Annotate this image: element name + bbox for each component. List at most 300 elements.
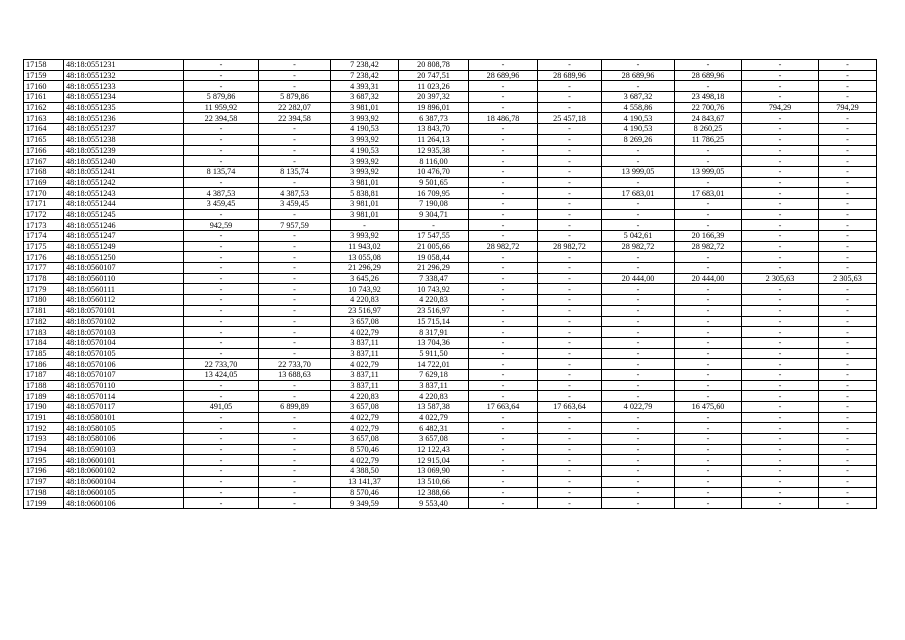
- value-cell: -: [742, 402, 819, 413]
- value-cell: -: [819, 359, 877, 370]
- cadastral-number-cell: 48:18:0551238: [64, 134, 184, 145]
- cadastral-number-cell: 48:18:0570103: [64, 327, 184, 338]
- value-cell: 12 935,38: [399, 145, 469, 156]
- cadastral-number-cell: 48:18:0590103: [64, 444, 184, 455]
- row-number-cell: 17160: [24, 81, 64, 92]
- value-cell: 9 304,71: [399, 209, 469, 220]
- row-number-cell: 17179: [24, 284, 64, 295]
- value-cell: -: [469, 498, 538, 509]
- value-cell: -: [742, 263, 819, 274]
- value-cell: -: [819, 231, 877, 242]
- value-cell: -: [742, 156, 819, 167]
- value-cell: 3 993,92: [331, 134, 399, 145]
- value-cell: -: [538, 209, 602, 220]
- value-cell: 14 722,01: [399, 359, 469, 370]
- value-cell: -: [259, 466, 331, 477]
- cadastral-number-cell: 48:18:0551235: [64, 102, 184, 113]
- value-cell: -: [184, 412, 259, 423]
- value-cell: -: [602, 412, 675, 423]
- value-cell: -: [259, 284, 331, 295]
- row-number-cell: 17181: [24, 305, 64, 316]
- value-cell: 3 981,01: [331, 209, 399, 220]
- value-cell: -: [819, 177, 877, 188]
- value-cell: -: [538, 359, 602, 370]
- value-cell: -: [742, 284, 819, 295]
- value-cell: 5 911,50: [399, 348, 469, 359]
- value-cell: 3 657,08: [399, 434, 469, 445]
- value-cell: -: [469, 444, 538, 455]
- cadastral-number-cell: 48:18:0551249: [64, 241, 184, 252]
- value-cell: -: [742, 337, 819, 348]
- value-cell: 28 689,96: [602, 70, 675, 81]
- value-cell: -: [538, 327, 602, 338]
- cadastral-number-cell: 48:18:0551247: [64, 231, 184, 242]
- value-cell: -: [602, 177, 675, 188]
- value-cell: -: [602, 359, 675, 370]
- value-cell: 11 786,25: [675, 134, 742, 145]
- value-cell: -: [819, 476, 877, 487]
- value-cell: 28 982,72: [469, 241, 538, 252]
- row-number-cell: 17173: [24, 220, 64, 231]
- value-cell: 4 022,79: [331, 423, 399, 434]
- value-cell: -: [602, 145, 675, 156]
- value-cell: -: [819, 305, 877, 316]
- value-cell: -: [184, 273, 259, 284]
- value-cell: -: [819, 220, 877, 231]
- value-cell: -: [469, 337, 538, 348]
- table-row: [24, 455, 877, 466]
- value-cell: -: [184, 487, 259, 498]
- value-cell: -: [675, 327, 742, 338]
- value-cell: 28 689,96: [675, 70, 742, 81]
- table-row: [24, 60, 877, 71]
- value-cell: -: [819, 327, 877, 338]
- value-cell: 8 260,25: [675, 124, 742, 135]
- value-cell: -: [469, 455, 538, 466]
- value-cell: -: [675, 198, 742, 209]
- value-cell: 5 879,86: [259, 92, 331, 103]
- table-row: [24, 92, 877, 103]
- value-cell: -: [742, 380, 819, 391]
- value-cell: -: [675, 391, 742, 402]
- value-cell: 2 305,63: [742, 273, 819, 284]
- value-cell: -: [602, 380, 675, 391]
- value-cell: -: [538, 252, 602, 263]
- value-cell: -: [675, 487, 742, 498]
- value-cell: -: [469, 81, 538, 92]
- value-cell: -: [469, 380, 538, 391]
- value-cell: -: [602, 220, 675, 231]
- value-cell: -: [742, 92, 819, 103]
- value-cell: 21 296,29: [399, 263, 469, 274]
- value-cell: 5 042,61: [602, 231, 675, 242]
- value-cell: 3 687,32: [331, 92, 399, 103]
- value-cell: -: [742, 209, 819, 220]
- value-cell: -: [675, 337, 742, 348]
- value-cell: 4 558,86: [602, 102, 675, 113]
- value-cell: 12 122,43: [399, 444, 469, 455]
- value-cell: -: [184, 81, 259, 92]
- value-cell: 17 683,01: [675, 188, 742, 199]
- table-row: [24, 209, 877, 220]
- value-cell: -: [675, 423, 742, 434]
- value-cell: -: [819, 166, 877, 177]
- cadastral-number-cell: 48:18:0551234: [64, 92, 184, 103]
- value-cell: -: [259, 423, 331, 434]
- value-cell: -: [675, 295, 742, 306]
- value-cell: -: [469, 102, 538, 113]
- value-cell: 20 166,39: [675, 231, 742, 242]
- value-cell: 13 141,37: [331, 476, 399, 487]
- table-row: [24, 348, 877, 359]
- value-cell: -: [259, 412, 331, 423]
- value-cell: 5 879,86: [184, 92, 259, 103]
- value-cell: 23 498,18: [675, 92, 742, 103]
- value-cell: -: [538, 423, 602, 434]
- value-cell: -: [469, 156, 538, 167]
- cadastral-number-cell: 48:18:0570102: [64, 316, 184, 327]
- value-cell: -: [819, 198, 877, 209]
- value-cell: -: [184, 337, 259, 348]
- table-row: [24, 263, 877, 274]
- cadastral-value-table: [23, 59, 877, 509]
- table-row: [24, 498, 877, 509]
- value-cell: 10 476,70: [399, 166, 469, 177]
- value-cell: -: [602, 284, 675, 295]
- row-number-cell: 17185: [24, 348, 64, 359]
- row-number-cell: 17170: [24, 188, 64, 199]
- value-cell: 13 688,63: [259, 369, 331, 380]
- row-number-cell: 17194: [24, 444, 64, 455]
- row-number-cell: 17164: [24, 124, 64, 135]
- value-cell: 491,05: [184, 402, 259, 413]
- row-number-cell: 17162: [24, 102, 64, 113]
- value-cell: -: [259, 487, 331, 498]
- value-cell: -: [538, 231, 602, 242]
- value-cell: -: [819, 316, 877, 327]
- value-cell: -: [675, 369, 742, 380]
- value-cell: -: [602, 263, 675, 274]
- value-cell: -: [602, 498, 675, 509]
- value-cell: -: [538, 295, 602, 306]
- value-cell: -: [819, 391, 877, 402]
- value-cell: 20 444,00: [675, 273, 742, 284]
- value-cell: 8 116,00: [399, 156, 469, 167]
- value-cell: -: [742, 412, 819, 423]
- value-cell: -: [469, 263, 538, 274]
- value-cell: -: [538, 284, 602, 295]
- value-cell: 5 838,81: [331, 188, 399, 199]
- value-cell: 4 190,53: [331, 145, 399, 156]
- value-cell: -: [469, 434, 538, 445]
- value-cell: -: [259, 348, 331, 359]
- value-cell: 4 387,53: [184, 188, 259, 199]
- row-number-cell: 17180: [24, 295, 64, 306]
- value-cell: -: [675, 220, 742, 231]
- value-cell: 13 999,05: [675, 166, 742, 177]
- value-cell: 21 296,29: [331, 263, 399, 274]
- row-number-cell: 17182: [24, 316, 64, 327]
- value-cell: 3 837,11: [331, 369, 399, 380]
- value-cell: 3 657,08: [331, 434, 399, 445]
- value-cell: -: [469, 209, 538, 220]
- value-cell: 23 516,97: [399, 305, 469, 316]
- value-cell: 13 055,08: [331, 252, 399, 263]
- value-cell: 16 709,95: [399, 188, 469, 199]
- value-cell: -: [538, 434, 602, 445]
- value-cell: 13 704,36: [399, 337, 469, 348]
- table-row: [24, 156, 877, 167]
- table-row: [24, 380, 877, 391]
- value-cell: 16 475,60: [675, 402, 742, 413]
- value-cell: 4 220,83: [331, 295, 399, 306]
- value-cell: 9 501,65: [399, 177, 469, 188]
- value-cell: -: [742, 60, 819, 71]
- table-row: [24, 316, 877, 327]
- row-number-cell: 17187: [24, 369, 64, 380]
- value-cell: -: [538, 166, 602, 177]
- table-row: [24, 231, 877, 242]
- row-number-cell: 17188: [24, 380, 64, 391]
- value-cell: 8 135,74: [259, 166, 331, 177]
- value-cell: 4 022,79: [331, 412, 399, 423]
- value-cell: -: [819, 209, 877, 220]
- value-cell: 13 999,05: [602, 166, 675, 177]
- value-cell: -: [469, 134, 538, 145]
- value-cell: -: [184, 423, 259, 434]
- table-row: [24, 198, 877, 209]
- table-row: [24, 423, 877, 434]
- value-cell: -: [538, 348, 602, 359]
- value-cell: 3 645,26: [331, 273, 399, 284]
- cadastral-number-cell: 48:18:0551241: [64, 166, 184, 177]
- value-cell: -: [819, 92, 877, 103]
- value-cell: -: [259, 252, 331, 263]
- row-number-cell: 17159: [24, 70, 64, 81]
- value-cell: -: [742, 241, 819, 252]
- value-cell: 2 305,63: [819, 273, 877, 284]
- value-cell: -: [538, 92, 602, 103]
- row-number-cell: 17184: [24, 337, 64, 348]
- value-cell: -: [184, 156, 259, 167]
- row-number-cell: 17165: [24, 134, 64, 145]
- value-cell: 15 715,14: [399, 316, 469, 327]
- value-cell: -: [259, 476, 331, 487]
- value-cell: -: [742, 81, 819, 92]
- value-cell: 3 657,08: [331, 316, 399, 327]
- value-cell: -: [184, 145, 259, 156]
- value-cell: 23 516,97: [331, 305, 399, 316]
- value-cell: -: [675, 412, 742, 423]
- cadastral-number-cell: 48:18:0551250: [64, 252, 184, 263]
- value-cell: 3 993,92: [331, 113, 399, 124]
- value-cell: -: [742, 145, 819, 156]
- value-cell: -: [602, 434, 675, 445]
- value-cell: -: [742, 498, 819, 509]
- value-cell: 19 896,01: [399, 102, 469, 113]
- cadastral-number-cell: 48:18:0551239: [64, 145, 184, 156]
- value-cell: -: [469, 316, 538, 327]
- row-number-cell: 17198: [24, 487, 64, 498]
- value-cell: -: [819, 487, 877, 498]
- value-cell: -: [602, 466, 675, 477]
- table-row: [24, 252, 877, 263]
- value-cell: 3 993,92: [331, 166, 399, 177]
- value-cell: -: [184, 263, 259, 274]
- value-cell: -: [469, 145, 538, 156]
- value-cell: 20 444,00: [602, 273, 675, 284]
- table-row: [24, 102, 877, 113]
- value-cell: -: [675, 209, 742, 220]
- value-cell: -: [469, 198, 538, 209]
- value-cell: 21 005,66: [399, 241, 469, 252]
- value-cell: -: [819, 284, 877, 295]
- cadastral-number-cell: 48:18:0560111: [64, 284, 184, 295]
- value-cell: -: [675, 177, 742, 188]
- table-row: [24, 241, 877, 252]
- cadastral-number-cell: 48:18:0560107: [64, 263, 184, 274]
- value-cell: 4 393,31: [331, 81, 399, 92]
- value-cell: -: [675, 434, 742, 445]
- value-cell: -: [742, 391, 819, 402]
- value-cell: -: [538, 145, 602, 156]
- value-cell: 10 743,92: [399, 284, 469, 295]
- value-cell: 3 459,45: [184, 198, 259, 209]
- value-cell: 22 394,58: [259, 113, 331, 124]
- value-cell: -: [259, 124, 331, 135]
- value-cell: -: [742, 423, 819, 434]
- value-cell: -: [538, 487, 602, 498]
- value-cell: -: [184, 434, 259, 445]
- value-cell: -: [538, 81, 602, 92]
- value-cell: 4 022,79: [331, 327, 399, 338]
- row-number-cell: 17189: [24, 391, 64, 402]
- value-cell: 8 570,46: [331, 444, 399, 455]
- value-cell: -: [184, 476, 259, 487]
- value-cell: -: [538, 337, 602, 348]
- value-cell: -: [602, 369, 675, 380]
- value-cell: 4 388,50: [331, 466, 399, 477]
- value-cell: -: [675, 359, 742, 370]
- cadastral-number-cell: 48:18:0551246: [64, 220, 184, 231]
- table-row: [24, 134, 877, 145]
- value-cell: -: [819, 241, 877, 252]
- row-number-cell: 17177: [24, 263, 64, 274]
- table-row: [24, 359, 877, 370]
- value-cell: -: [469, 487, 538, 498]
- value-cell: -: [602, 81, 675, 92]
- table-row: [24, 391, 877, 402]
- value-cell: 17 663,64: [469, 402, 538, 413]
- value-cell: 22 700,76: [675, 102, 742, 113]
- row-number-cell: 17168: [24, 166, 64, 177]
- table-row: [24, 466, 877, 477]
- value-cell: -: [675, 284, 742, 295]
- value-cell: -: [538, 220, 602, 231]
- table-row: [24, 295, 877, 306]
- cadastral-number-cell: 48:18:0551233: [64, 81, 184, 92]
- cadastral-number-cell: 48:18:0551237: [64, 124, 184, 135]
- value-cell: -: [675, 156, 742, 167]
- value-cell: -: [675, 348, 742, 359]
- value-cell: -: [259, 134, 331, 145]
- value-cell: -: [259, 391, 331, 402]
- value-cell: 22 282,07: [259, 102, 331, 113]
- value-cell: -: [469, 359, 538, 370]
- value-cell: 7 238,42: [331, 70, 399, 81]
- value-cell: -: [469, 284, 538, 295]
- row-number-cell: 17175: [24, 241, 64, 252]
- cadastral-number-cell: 48:18:0600101: [64, 455, 184, 466]
- value-cell: -: [184, 124, 259, 135]
- value-cell: 19 058,44: [399, 252, 469, 263]
- value-cell: -: [742, 476, 819, 487]
- row-number-cell: 17171: [24, 198, 64, 209]
- value-cell: -: [675, 60, 742, 71]
- value-cell: -: [184, 348, 259, 359]
- table-row: [24, 412, 877, 423]
- table-row: [24, 188, 877, 199]
- cadastral-number-cell: 48:18:0551240: [64, 156, 184, 167]
- value-cell: -: [675, 380, 742, 391]
- table-row: [24, 81, 877, 92]
- value-cell: -: [538, 177, 602, 188]
- value-cell: 4 022,79: [331, 455, 399, 466]
- value-cell: -: [259, 263, 331, 274]
- value-cell: 7 629,18: [399, 369, 469, 380]
- value-cell: -: [538, 188, 602, 199]
- value-cell: -: [538, 498, 602, 509]
- value-cell: 17 547,55: [399, 231, 469, 242]
- value-cell: -: [259, 455, 331, 466]
- row-number-cell: 17174: [24, 231, 64, 242]
- value-cell: -: [742, 487, 819, 498]
- value-cell: -: [602, 476, 675, 487]
- value-cell: -: [184, 209, 259, 220]
- table-row: [24, 145, 877, 156]
- value-cell: -: [469, 466, 538, 477]
- value-cell: -: [259, 273, 331, 284]
- value-cell: -: [184, 316, 259, 327]
- value-cell: -: [259, 177, 331, 188]
- value-cell: -: [819, 188, 877, 199]
- value-cell: -: [184, 241, 259, 252]
- value-cell: 3 837,11: [399, 380, 469, 391]
- table-row: [24, 327, 877, 338]
- value-cell: 18 486,78: [469, 113, 538, 124]
- value-cell: 3 981,01: [331, 198, 399, 209]
- value-cell: -: [819, 295, 877, 306]
- value-cell: 6 482,31: [399, 423, 469, 434]
- table-row: [24, 177, 877, 188]
- value-cell: 3 993,92: [331, 231, 399, 242]
- cadastral-number-cell: 48:18:0570104: [64, 337, 184, 348]
- cadastral-number-cell: 48:18:0570106: [64, 359, 184, 370]
- cadastral-number-cell: 48:18:0551244: [64, 198, 184, 209]
- value-cell: -: [259, 498, 331, 509]
- value-cell: -: [259, 209, 331, 220]
- cadastral-number-cell: 48:18:0570114: [64, 391, 184, 402]
- value-cell: -: [259, 81, 331, 92]
- row-number-cell: 17172: [24, 209, 64, 220]
- value-cell: -: [819, 156, 877, 167]
- value-cell: -: [259, 231, 331, 242]
- value-cell: 3 687,32: [602, 92, 675, 103]
- value-cell: 942,59: [184, 220, 259, 231]
- value-cell: -: [742, 70, 819, 81]
- value-cell: 8 317,91: [399, 327, 469, 338]
- cadastral-number-cell: 48:18:0551236: [64, 113, 184, 124]
